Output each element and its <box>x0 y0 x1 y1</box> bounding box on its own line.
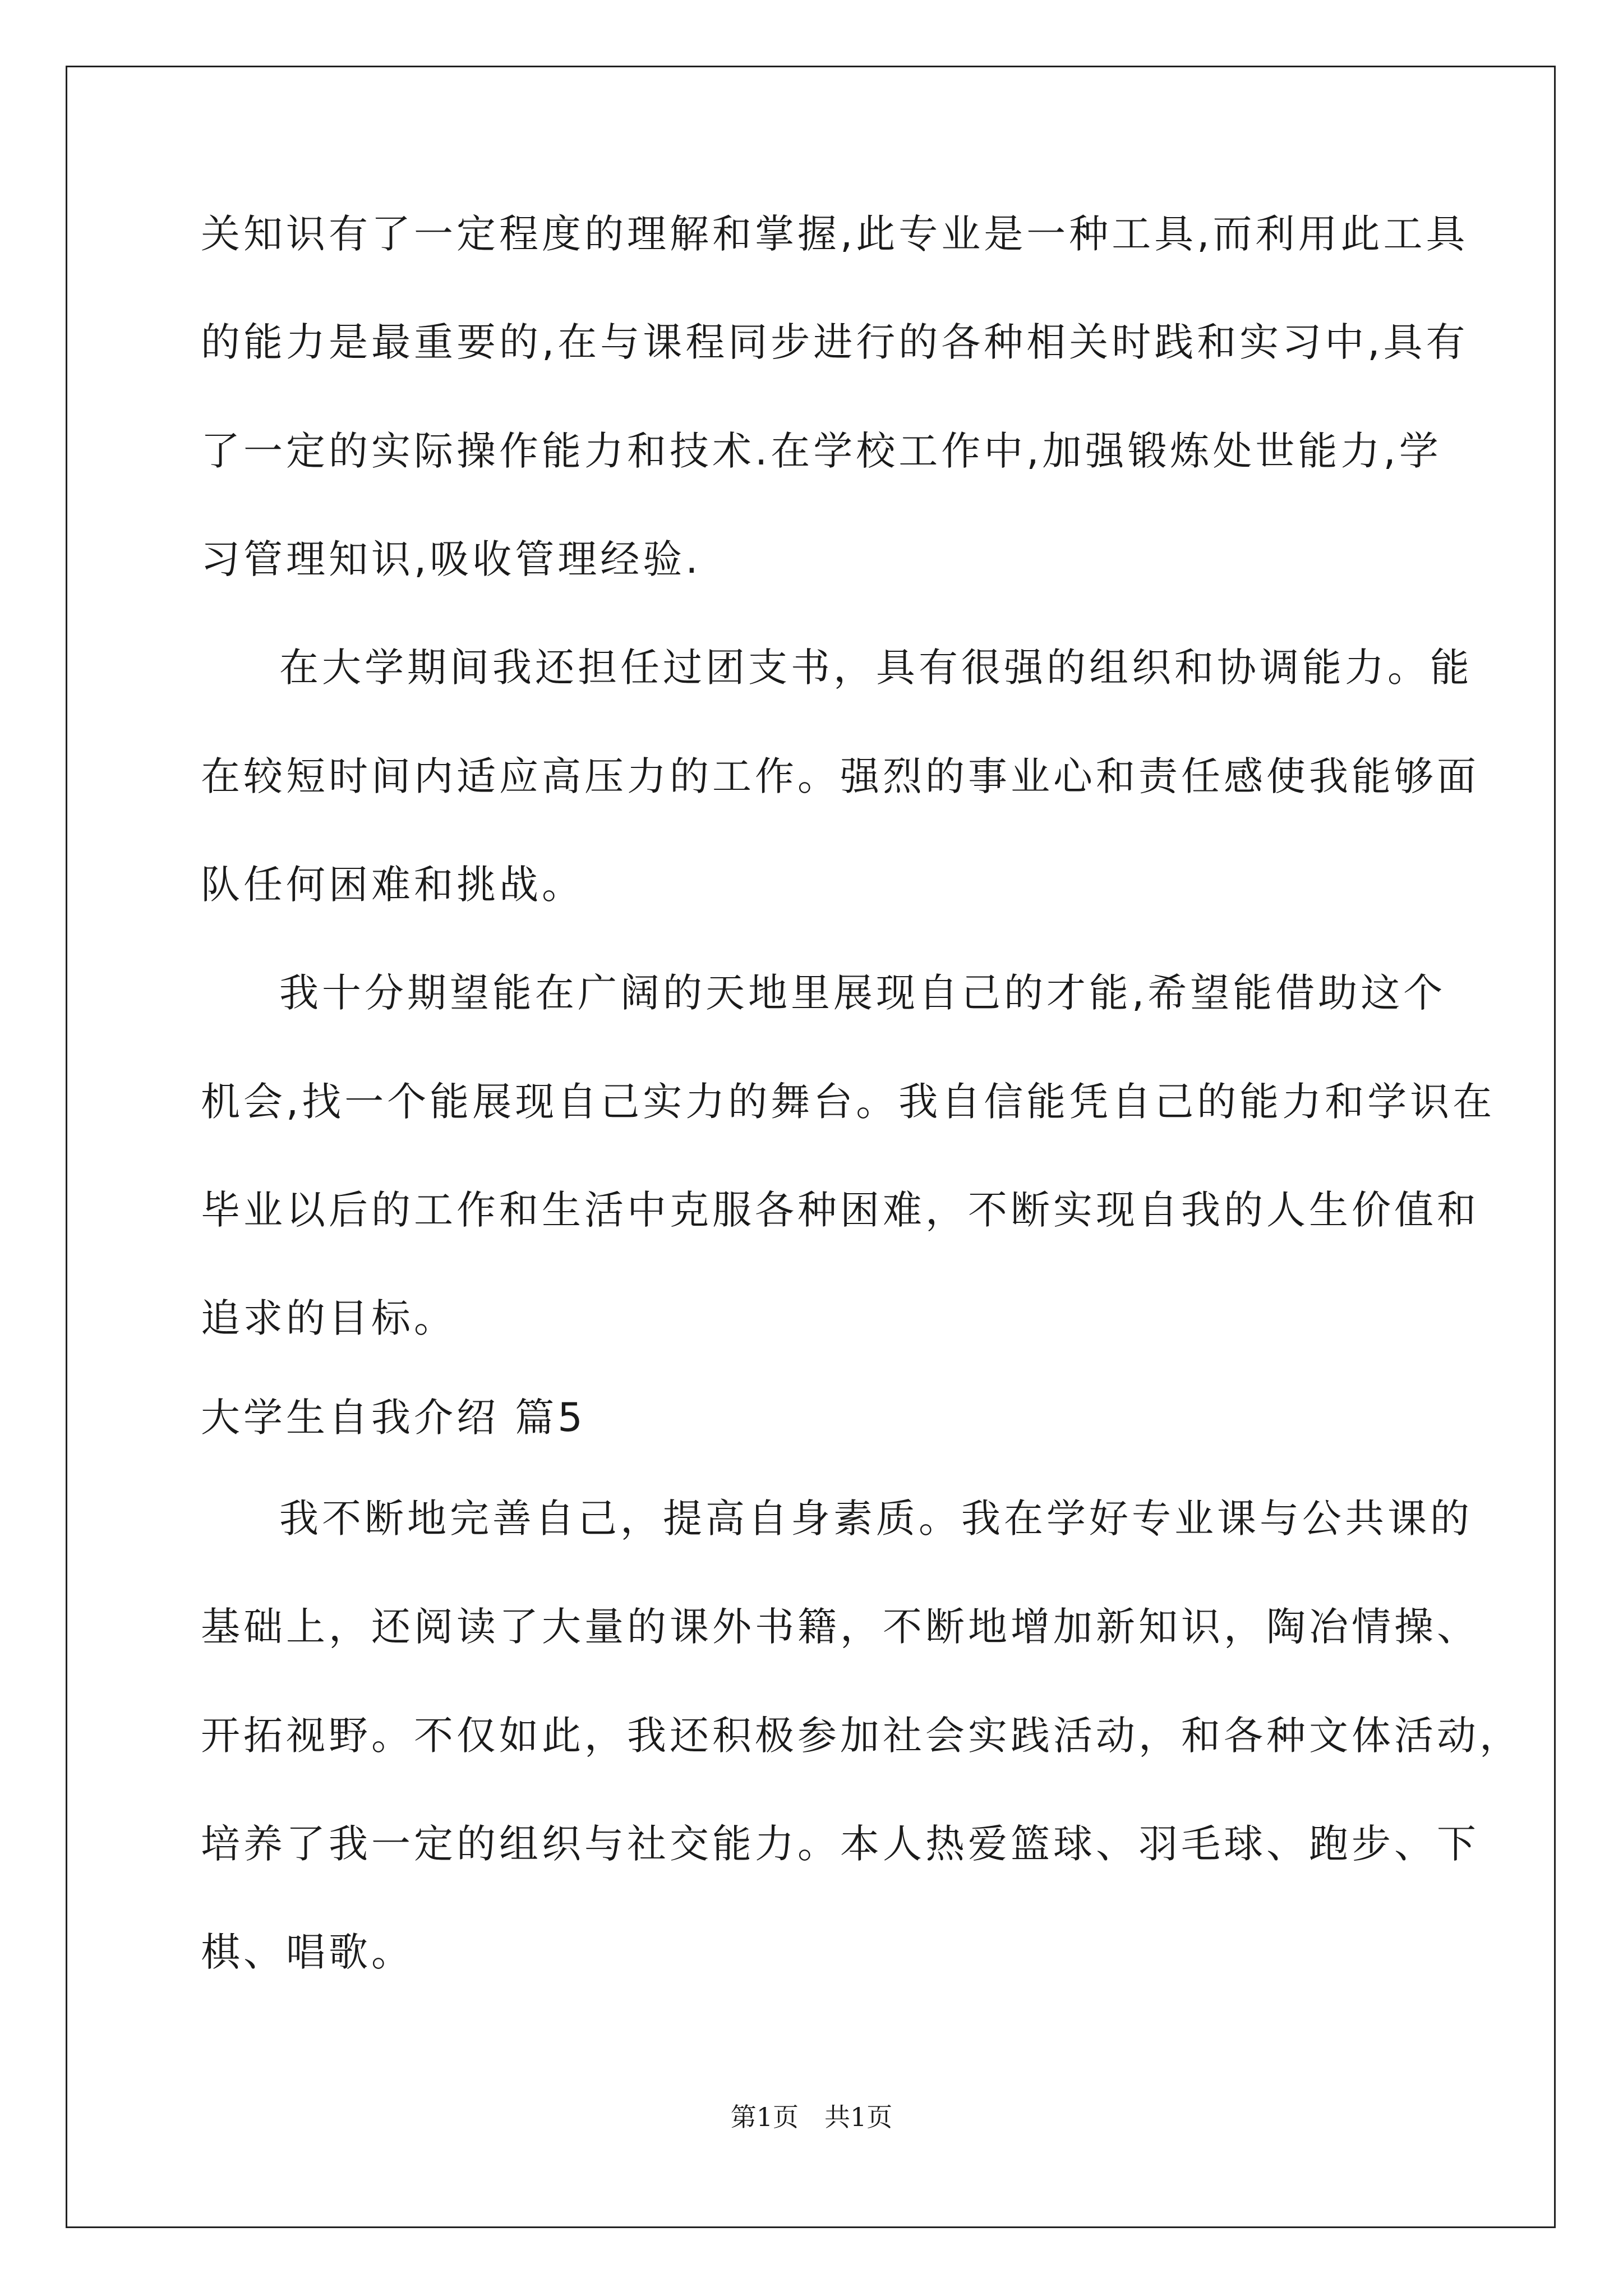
paragraph-1-line-4: 习管理知识,吸收管理经验. <box>201 536 702 582</box>
paragraph-5-line-5: 棋、唱歌。 <box>201 1929 414 1975</box>
paragraph-1-line-3: 了一定的实际操作能力和技术.在学校工作中,加强锻炼处世能力,学 <box>201 428 1442 474</box>
paragraph-3-line-2: 机会,找一个能展现自己实力的舞台。我自信能凭自己的能力和学识在 <box>201 1079 1496 1125</box>
paragraph-5-line-2: 基础上，还阅读了大量的课外书籍，不断地增加新知识，陶冶情操、 <box>201 1604 1479 1650</box>
paragraph-5-line-3: 开拓视野。不仅如此，我还积极参加社会实践活动，和各种文体活动， <box>201 1713 1522 1759</box>
paragraph-2-line-3: 队任何困难和挑战。 <box>201 862 584 908</box>
paragraph-5-line-1: 我不断地完善自己，提高自身素质。我在学好专业课与公共课的 <box>279 1496 1473 1542</box>
paragraph-3-line-1: 我十分期望能在广阔的天地里展现自己的才能,希望能借助这个 <box>279 970 1446 1016</box>
page-border <box>66 66 1556 2228</box>
paragraph-1-line-1: 关知识有了一定程度的理解和掌握,此专业是一种工具,而利用此工具 <box>201 211 1469 257</box>
paragraph-3-line-4: 追求的目标。 <box>201 1295 457 1341</box>
section-heading: 大学生自我介绍 篇5 <box>201 1395 586 1441</box>
paragraph-5-line-4: 培养了我一定的组织与社交能力。本人热爱篮球、羽毛球、跑步、下 <box>201 1821 1479 1867</box>
paragraph-3-line-3: 毕业以后的工作和生活中克服各种困难，不断实现自我的人生价值和 <box>201 1187 1479 1233</box>
paragraph-2-line-2: 在较短时间内适应高压力的工作。强烈的事业心和责任感使我能够面 <box>201 753 1479 799</box>
page-number-footer: 第1页 共1页 <box>730 2102 893 2132</box>
paragraph-2-line-1: 在大学期间我还担任过团支书，具有很强的组织和协调能力。能 <box>279 645 1473 691</box>
paragraph-1-line-2: 的能力是最重要的,在与课程同步进行的各种相关时践和实习中,具有 <box>201 319 1469 365</box>
